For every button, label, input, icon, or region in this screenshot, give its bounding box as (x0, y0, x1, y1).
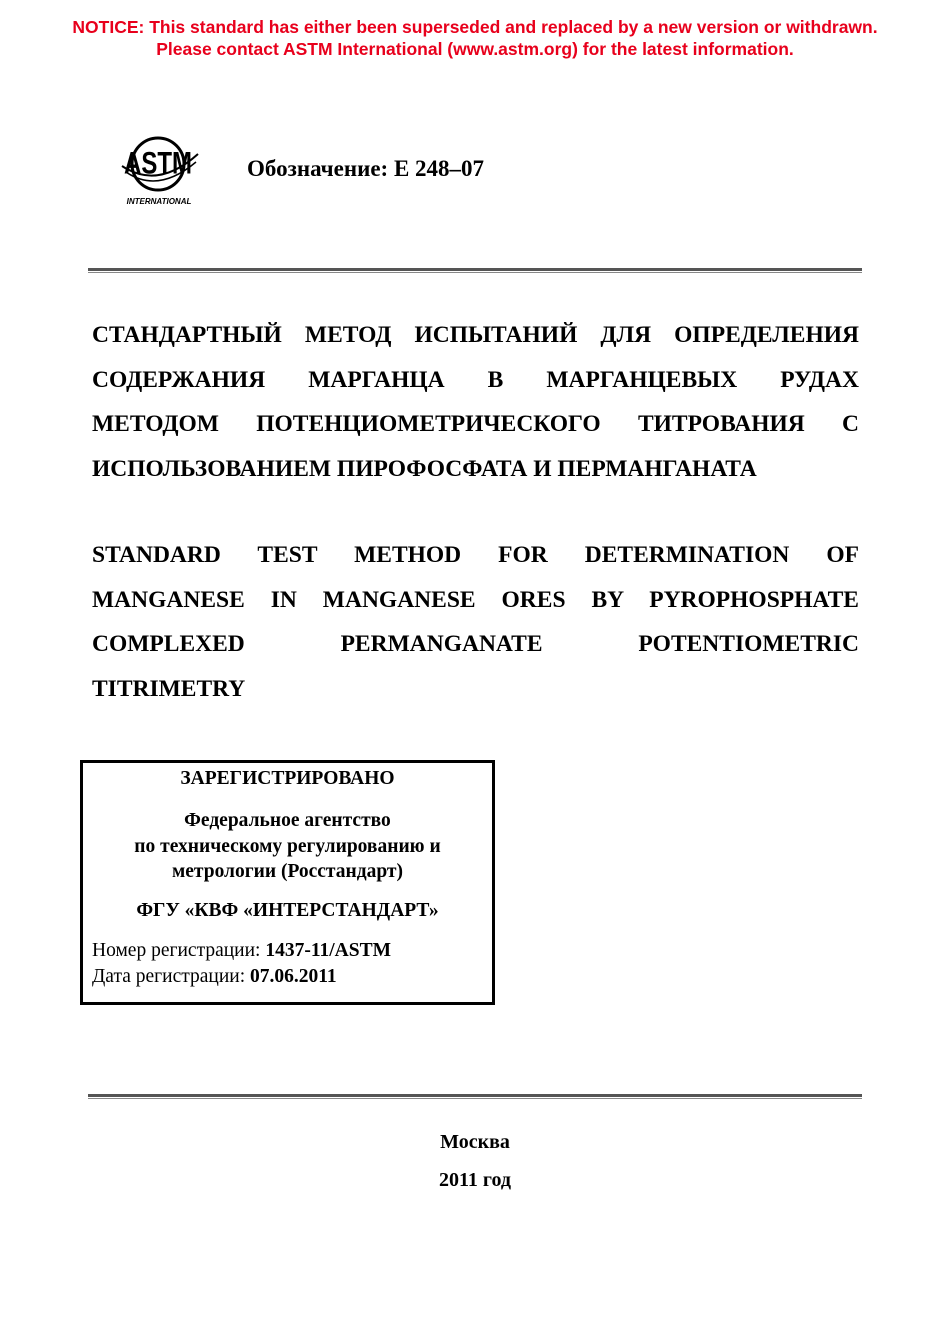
top-divider (88, 268, 862, 273)
bottom-divider (88, 1094, 862, 1099)
title-en-line: COMPLEXED PERMANGANATE POTENTIOMETRIC (92, 631, 859, 657)
registration-agency (83, 808, 492, 885)
title-ru-line: ИСПОЛЬЗОВАНИЕМ ПИРОФОСФАТА И ПЕРМАНГАНАТА (92, 455, 757, 482)
registration-organization: ФГУ «КВФ «ИНТЕРСТАНДАРТ» (136, 900, 439, 921)
registration-date-value: 07.06.2011 (250, 966, 337, 987)
title-en-line: STANDARD TEST METHOD FOR DETERMINATION OF (92, 542, 859, 568)
astm-logo-icon (118, 132, 202, 208)
registration-date-label: Дата регистрации: (92, 966, 250, 987)
title-ru-line: СТАНДАРТНЫЙ МЕТОД ИСПЫТАНИЙ ДЛЯ ОПРЕДЕЛЕНИЯ (92, 322, 859, 348)
title-ru-line: МЕТОДОМ ПОТЕНЦИОМЕТРИЧЕСКОГО ТИТРОВАНИЯ С (92, 411, 859, 437)
agency-line: по техническому регулированию и (134, 835, 441, 857)
svg-text:ASTM: ASTM (124, 145, 192, 181)
registration-number-value: 1437-11/ASTM (265, 940, 392, 961)
registration-date (92, 966, 337, 988)
footer-city: Москва (440, 1131, 510, 1153)
registration-number-label: Номер регистрации: (92, 940, 266, 961)
title-english (92, 533, 859, 711)
title-ru-line: СОДЕРЖАНИЯ МАРГАНЦА В МАРГАНЦЕВЫХ РУДАХ (92, 366, 859, 393)
title-en-line: TITRIMETRY (92, 675, 246, 702)
logo-caption: INTERNATIONAL (126, 197, 192, 206)
registration-number (92, 940, 391, 962)
footer-year: 2011 год (438, 1169, 512, 1191)
registration-heading: ЗАРЕГИСТРИРОВАНО (180, 768, 395, 789)
registration-box (80, 760, 495, 1005)
designation: Обозначение: E 248–07 (247, 156, 485, 181)
notice-line-2: Please contact ASTM International (www.astm.org) for the latest information. (156, 39, 794, 59)
title-en-line: MANGANESE IN MANGANESE ORES BY PYROPHOSPHATE (92, 586, 859, 613)
notice-line-1: NOTICE: This standard has either been superseded and replaced by a new version or withdrawn. (72, 17, 878, 37)
agency-line: Федеральное агентство (184, 810, 391, 831)
notice-banner (0, 16, 950, 60)
title-russian (92, 313, 859, 491)
agency-line: метрологии (Росстандарт) (171, 861, 404, 882)
